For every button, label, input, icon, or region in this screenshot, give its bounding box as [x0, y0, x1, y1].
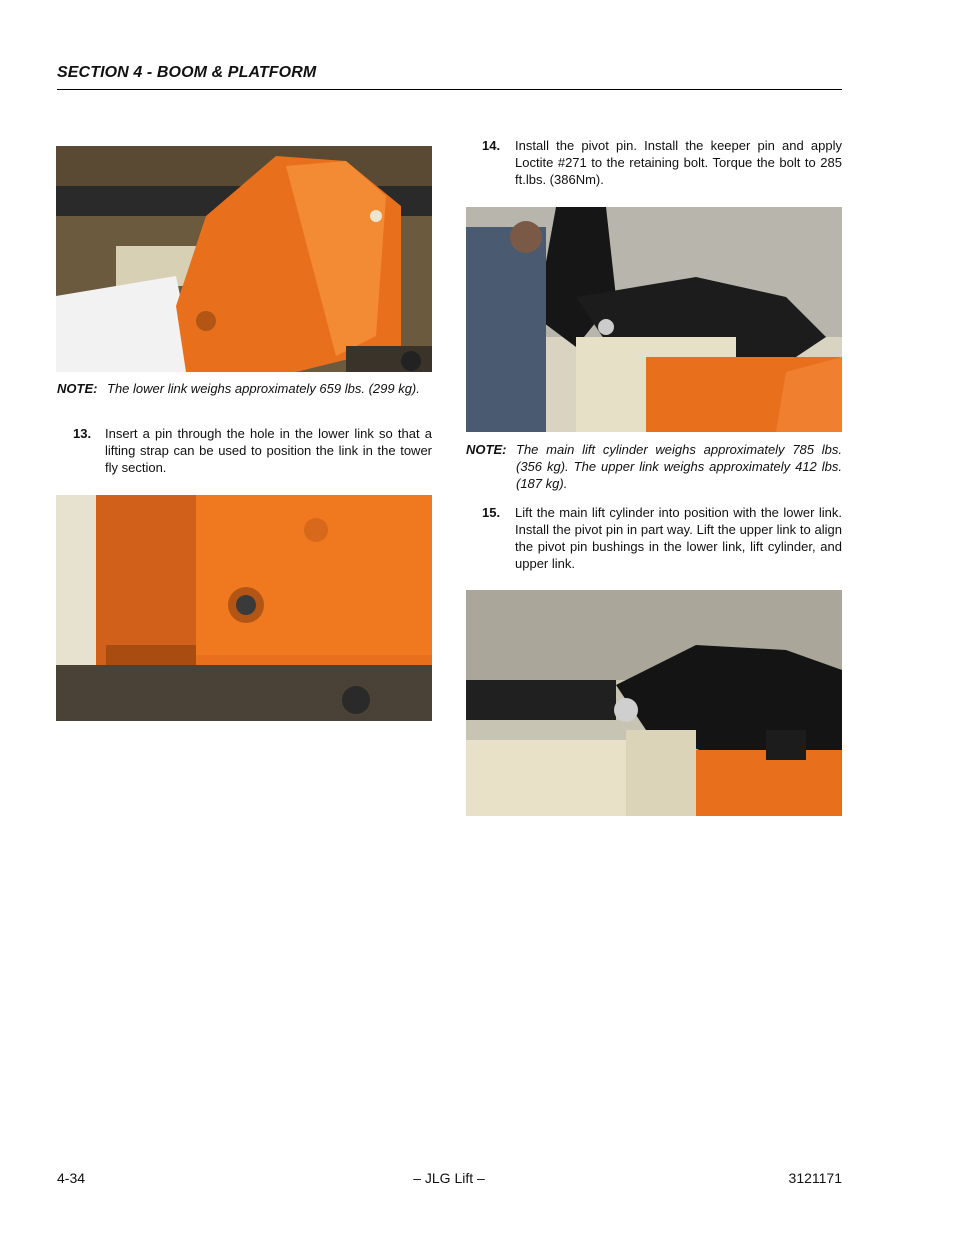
photo-tower-fly-section [56, 495, 432, 721]
photo-lower-link [56, 146, 432, 372]
footer-doc-number: 3121171 [788, 1170, 842, 1186]
note-label: NOTE: [466, 442, 507, 457]
photo-pivot-pin-install [466, 207, 842, 432]
step-13 [73, 425, 433, 479]
note-text: The lower link weighs approximately 659 lbs. (299 kg). [107, 381, 420, 396]
step-text: Lift the main lift cylinder into position with the lower link. Install the pivot pin in part way. Lift the upper link to align the pivot pin bushings in the lower link, lift cylinder, and upper link. [515, 505, 842, 571]
step-text: Install the pivot pin. Install the keeper pin and apply Loctite #271 to the retaining bolt. Torque the bolt to 285 ft.lbs. (386Nm). [515, 138, 842, 187]
header-rule [57, 89, 842, 90]
step-15 [482, 504, 842, 576]
footer-page-number: 4-34 [57, 1170, 86, 1186]
section-title: SECTION 4 - BOOM & PLATFORM [57, 64, 317, 81]
step-number: 13. [73, 426, 92, 441]
step-14 [482, 137, 842, 191]
footer-publisher: – JLG Lift – [413, 1170, 485, 1186]
photo-lift-cylinder-position [466, 590, 842, 816]
step-text: Insert a pin through the hole in the lower link so that a lifting strap can be used to position the link in the tower fly section. [105, 426, 432, 475]
step-number: 14. [482, 138, 501, 153]
note-lower-link-weight [57, 380, 433, 416]
note-label: NOTE: [57, 381, 98, 396]
step-number: 15. [482, 505, 501, 520]
note-text: The main lift cylinder weighs approximately 785 lbs. (356 kg). The upper link weighs approximately 412 lbs. (187 kg). [516, 442, 842, 491]
note-cylinder-weight [466, 441, 842, 495]
